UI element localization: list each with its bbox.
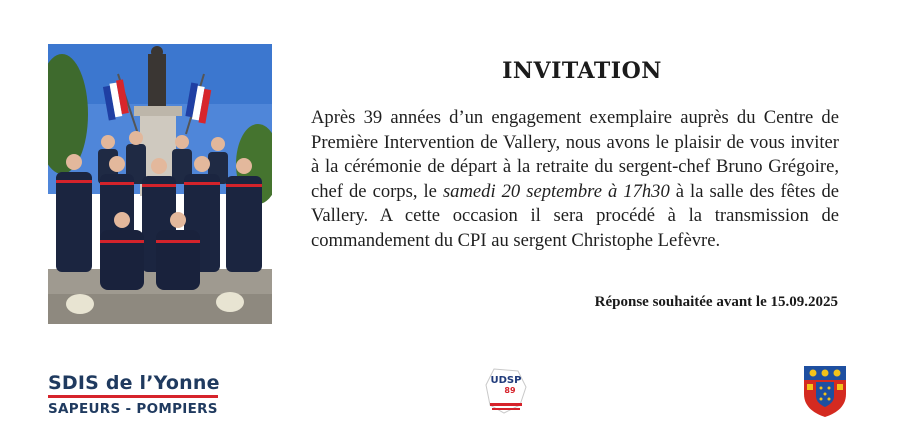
udsp-logo-text: UDSP — [490, 375, 522, 386]
sdis-logo-title — [48, 372, 223, 394]
body-text-part1: Après 39 années d’un engagement exemplaire auprès du Centre de Première Intervention de Vallery, nous avons le plaisir de vous inviter à la cérémonie de départ à la retraite du sergent-chef Bruno Grégoire, chef de corps, le — [311, 107, 839, 202]
sdis-logo-subtitle: SAPEURS - POMPIERS — [48, 401, 218, 417]
sdis-logo-suffix: onne — [165, 372, 220, 394]
invitation-title: INVITATION — [502, 58, 662, 84]
sdis-logo-prefix: SDIS de l’ — [48, 372, 154, 394]
udsp-89-logo — [480, 365, 532, 417]
yonne-coat-of-arms — [802, 364, 848, 418]
udsp-logo-number: 89 — [504, 386, 516, 395]
sdis-yonne-logo — [48, 372, 223, 417]
sdis-logo-red-rule — [48, 395, 218, 398]
reply-deadline: Réponse souhaitée avant le 15.09.2025 — [594, 294, 838, 310]
sdis-logo-y: Y — [153, 372, 166, 394]
body-text-part2: à la salle des fêtes de Vallery. A cette occasion il sera procédé à la transmission de commandement du CPI au sergent Christophe Lefèvre. — [311, 180, 840, 251]
group-photo — [48, 44, 272, 324]
body-date: samedi 20 septembre à 17h30 — [442, 180, 670, 202]
invitation-body — [311, 106, 839, 253]
